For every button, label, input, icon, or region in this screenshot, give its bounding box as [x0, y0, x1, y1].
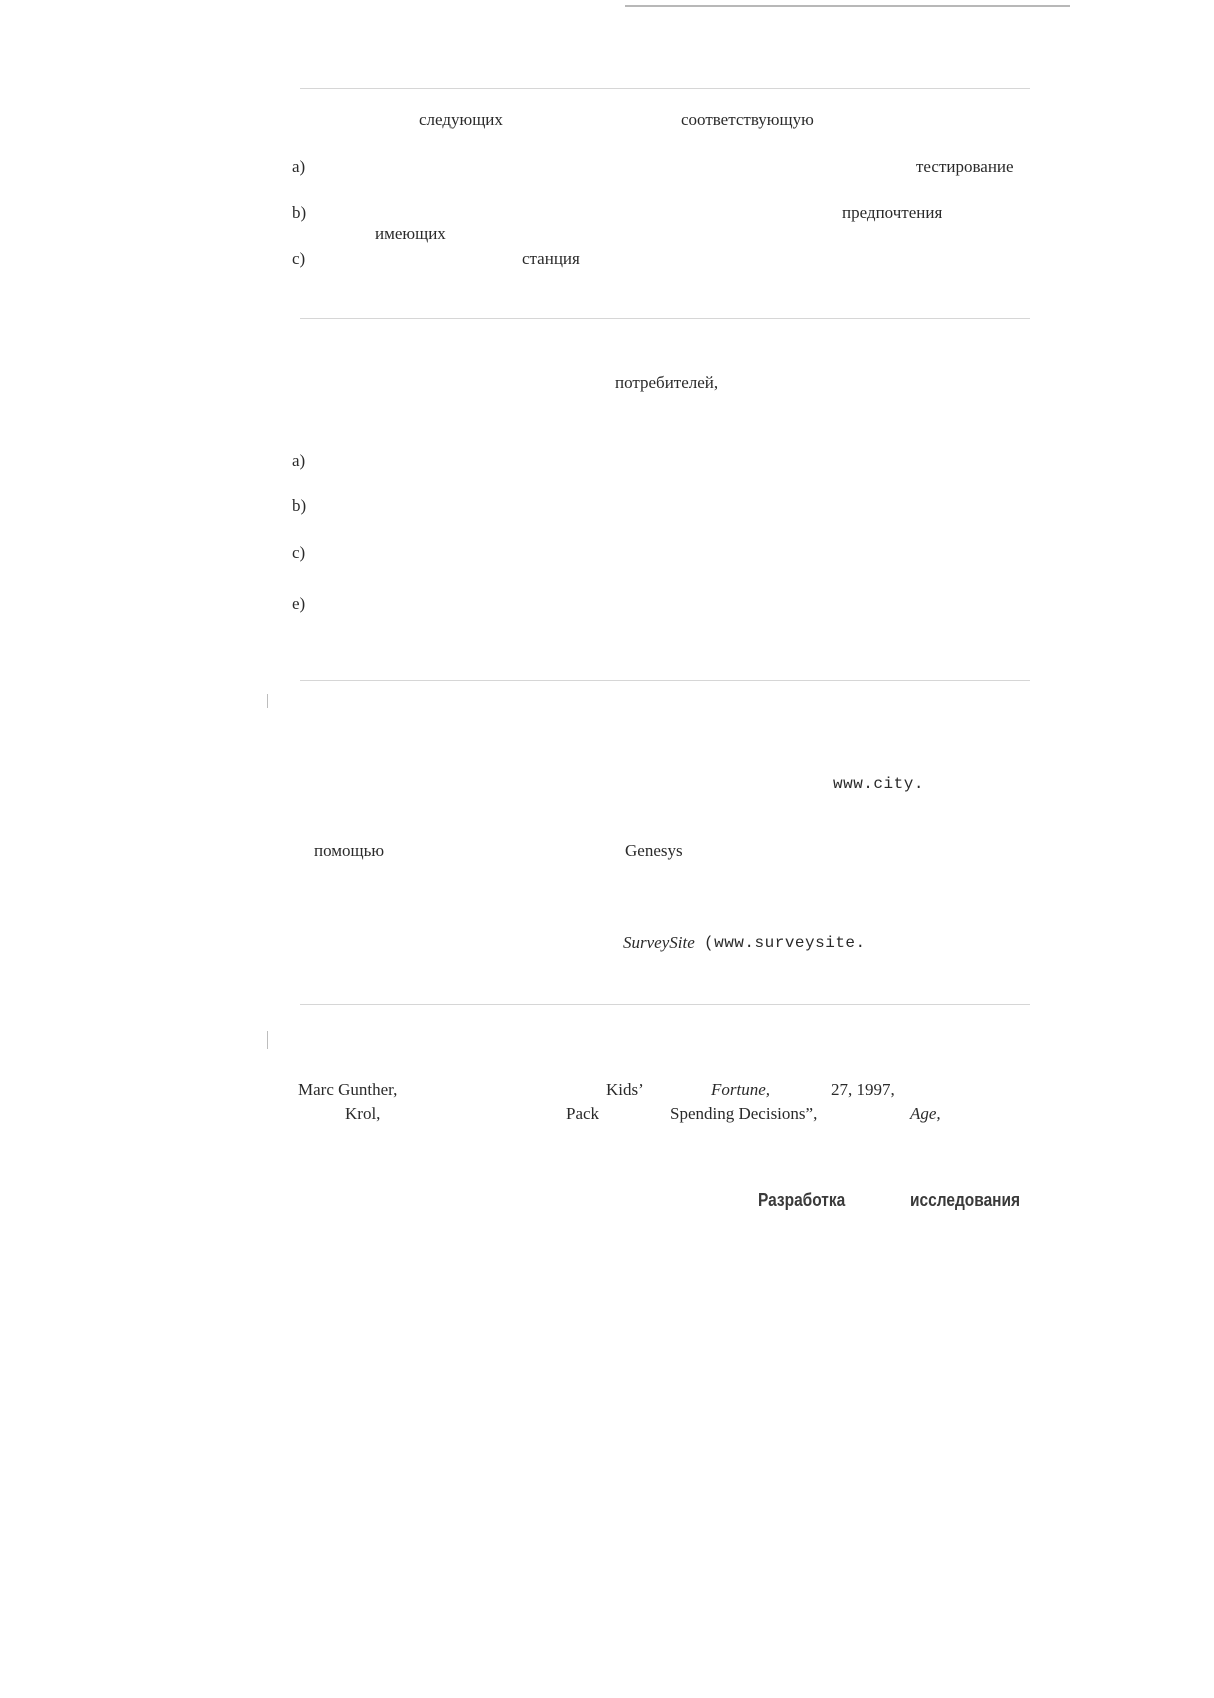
- top-rule: [625, 5, 1070, 7]
- list-marker-b: b): [292, 203, 307, 222]
- ref2-author: Krol,: [345, 1104, 381, 1123]
- word-pomoshyu: помощью: [314, 841, 385, 860]
- ref1-author: Marc Gunther,: [298, 1080, 398, 1099]
- list-marker-b-2: b): [292, 496, 307, 515]
- url-city: www.city.: [833, 775, 924, 793]
- scan-artifact: [267, 694, 268, 708]
- ref2-age: Age,: [910, 1104, 941, 1123]
- scan-artifact: [300, 88, 1030, 89]
- ref2-title: Spending Decisions”,: [670, 1104, 818, 1123]
- ref1-kids: Kids’: [606, 1080, 644, 1099]
- footer-word-issledovaniya: исследования: [910, 1190, 1021, 1210]
- word-genesys: Genesys: [625, 841, 683, 860]
- word-potrebiteley: потребителей,: [615, 373, 719, 392]
- ref2-pack: Pack: [566, 1104, 600, 1123]
- ref1-journal: Fortune,: [711, 1080, 771, 1099]
- scan-artifact: [300, 1004, 1030, 1005]
- word-sleduyushchih: следующих: [419, 110, 503, 129]
- list-marker-a-2: a): [292, 451, 306, 470]
- word-stanciya: станция: [522, 249, 580, 268]
- word-predpochteniya: предпочтения: [842, 203, 943, 222]
- scan-artifact: [300, 318, 1030, 319]
- footer-word-razrabotka: Разработка: [758, 1190, 846, 1210]
- word-sootvetstvuyushchuyu: соответствующую: [681, 110, 814, 129]
- list-marker-a: a): [292, 157, 306, 176]
- url-surveysite: (www.surveysite.: [704, 934, 866, 952]
- surveysite-name: SurveySite: [623, 933, 695, 952]
- word-imeyushchih: имеющих: [375, 224, 446, 243]
- word-testirovanie: тестирование: [916, 157, 1014, 176]
- scan-artifact: [300, 680, 1030, 681]
- scan-artifact: [267, 1031, 268, 1049]
- list-marker-c: c): [292, 249, 306, 268]
- list-marker-c-2: c): [292, 543, 306, 562]
- ref1-date: 27, 1997,: [831, 1080, 895, 1099]
- list-marker-e-2: e): [292, 594, 306, 613]
